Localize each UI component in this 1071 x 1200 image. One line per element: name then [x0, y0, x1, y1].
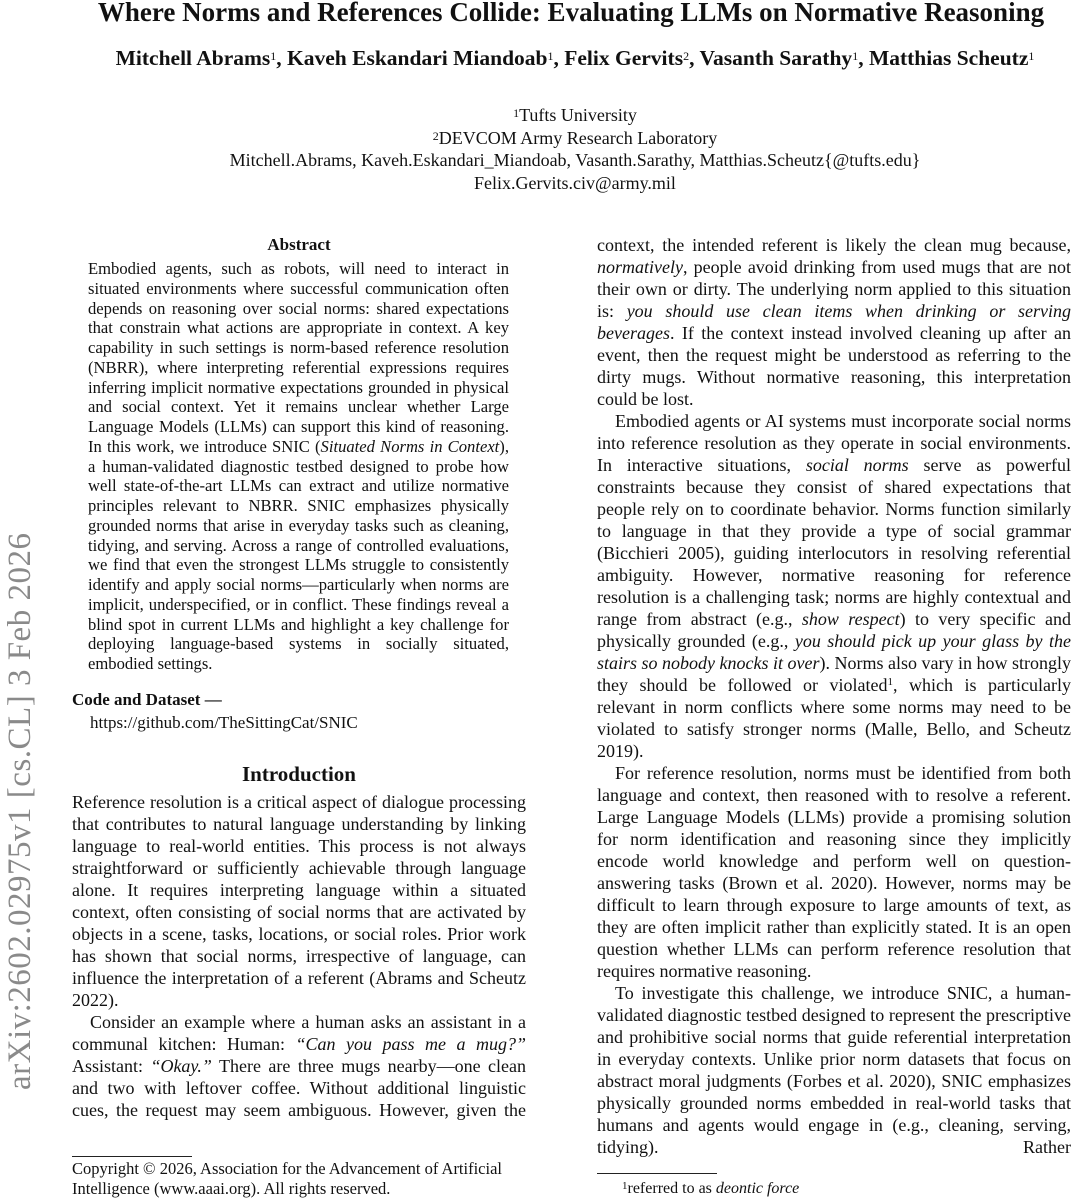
author-emails: Mitchell.Abrams, Kaveh.Eskandari_Miandoab, Vasanth.Sarathy, Matthias.Scheutz{@tufts.edu} — [229, 150, 921, 170]
italic-text: you should use clean items when drinking or serving beverages — [597, 301, 1071, 343]
author-name: Felix Gervits — [564, 46, 684, 70]
italic-text: social norms — [805, 455, 909, 475]
italic-text: “Okay.” — [150, 1055, 212, 1076]
italic-text: normatively — [597, 257, 683, 277]
code-dataset-link[interactable]: https://github.com/TheSittingCat/SNIC — [90, 712, 358, 732]
text-run: ). Norms also vary in how strongly they should be followed or violated — [597, 653, 1071, 695]
text-run: Consider an example where a human asks an assistant in a communal kitchen: Human: — [72, 1011, 526, 1054]
text-run: Embodied agents, such as robots, will need to interact in situated environments where successful communication often depends on reasoning over social norms: shared expectations that constrain what actions are appropriate in context. A key capability in such settings is norm-based reference resolution (NBRR), where interpreting referential expressions requires inferring implicit normative expectations grounded in physical and social context. Yet it remains unclear whether Large Language Models (LLMs) can support this kind of reasoning. In this work, we introduce SNIC ( — [88, 259, 509, 456]
affiliation-name: DEVCOM Army Research Laboratory — [438, 127, 718, 148]
paragraph — [597, 982, 1071, 1158]
affiliation-name: Tufts University — [519, 105, 637, 125]
footnote-marker: 1 — [887, 676, 893, 688]
text-run: context, the intended referent is likely the clean mug because, — [597, 235, 1071, 255]
italic-text: you should pick up your glass by the stairs so nobody knocks it over — [597, 631, 1071, 673]
author-list — [90, 44, 1060, 72]
author-separator: , — [689, 46, 700, 70]
introduction-body-continued — [597, 234, 1071, 1158]
text-run: , which is particularly relevant in norm conflicts where some norms may need to be violated to satisfy stronger norms (Malle, Bello, and Scheutz 2019). — [597, 675, 1071, 761]
text-run: , people avoid drinking from used mugs that are not their own or dirty. The underlying norm applied to this situation is: — [597, 257, 1071, 321]
affiliation-number: 1 — [513, 106, 520, 120]
author-name: Vasanth Sarathy — [699, 46, 853, 70]
paragraph — [72, 791, 526, 1011]
affiliation — [90, 127, 1060, 150]
introduction-heading: Introduction — [242, 761, 356, 786]
right-column — [597, 234, 1071, 1158]
text-run: . If the context instead involved cleaning up after an event, then the request might be understood as referring to the dirty mugs. Without normative reasoning, this interpretation could be lost. — [597, 323, 1071, 409]
footnote-text: referred to as — [627, 1180, 716, 1197]
author-separator: , — [276, 46, 288, 70]
text-run: Assistant: — [72, 1055, 151, 1076]
footnote — [622, 1179, 799, 1199]
paragraph — [597, 234, 1071, 410]
italic-text: show respect — [801, 609, 900, 629]
author-name: Kaveh Eskandari Miandoab — [287, 46, 548, 70]
author-name: Mitchell Abrams — [115, 46, 271, 70]
footnote-number: 1 — [622, 1180, 628, 1192]
author-separator: , — [553, 46, 565, 70]
abstract-text — [88, 259, 509, 674]
footnote-divider — [597, 1173, 717, 1174]
abstract-heading: Abstract — [267, 235, 331, 254]
text-run: Embodied agents or AI systems must incorporate social norms into reference resolution as they operate in social environments. In interactive situations, — [597, 411, 1071, 475]
paragraph — [72, 1011, 526, 1121]
affiliation-number: 2 — [432, 128, 439, 143]
affiliations — [90, 104, 1060, 194]
paragraph — [597, 410, 1071, 762]
author-affiliation-number: 1 — [547, 49, 554, 63]
copyright-footnote: Copyright © 2026, Association for the Advancement of Artificial Intelligence (www.aaai.org). All rights reserved. — [72, 1159, 502, 1198]
footnote-divider — [72, 1156, 192, 1157]
author-affiliation-number: 1 — [1028, 49, 1035, 63]
author-affiliation-number: 1 — [270, 49, 277, 63]
text-run: For reference resolution, norms must be identified from both language and context, then reasoned with to resolve a referent. Large Language Models (LLMs) provide a promising solution for norm identification and reasoning since they implicitly encode world knowledge and perform well on question-answering tasks (Brown et al. 2020). However, norms may be difficult to learn through exposure to large amounts of text, as they are often implicit rather than explicitly stated. It is an open question whether LLMs can perform reference resolution that requires normative reasoning. — [597, 763, 1071, 981]
text-run: ) to very specific and physically grounded (e.g., — [597, 609, 1071, 651]
arxiv-identifier: arXiv:2602.02975v1 [cs.CL] 3 Feb 2026 — [2, 532, 38, 1090]
italic-text: “Can you pass me a mug?” — [295, 1033, 527, 1054]
author-separator: , — [858, 46, 869, 70]
text-run: To investigate this challenge, we introduce SNIC, a human-validated diagnostic testbed designed to represent the prescriptive and prohibitive social norms that guide referential interpretation in everyday contexts. Unlike prior norm datasets that focus on abstract moral judgments (Forbes et al. 2020), SNIC emphasizes physically grounded norms embedded in real-world tasks that humans and agents would engage in (e.g., cleaning, serving, tidying). Rather — [597, 983, 1071, 1157]
author-affiliation-number: 2 — [683, 49, 690, 63]
introduction-body — [72, 791, 526, 1121]
paragraph — [597, 762, 1071, 982]
author-email: Felix.Gervits.civ@army.mil — [474, 172, 676, 193]
affiliation — [90, 104, 1060, 127]
paper-title: Where Norms and References Collide: Evaluating LLMs on Normative Reasoning — [97, 0, 1045, 27]
author-name: Matthias Scheutz — [868, 46, 1029, 70]
left-column — [72, 234, 526, 1121]
footnote-term: deontic force — [715, 1180, 800, 1197]
author-affiliation-number: 1 — [852, 49, 859, 63]
italic-text: Situated Norms in Context — [320, 436, 500, 456]
code-dataset-heading: Code and Dataset — — [72, 689, 222, 709]
text-run: Reference resolution is a critical aspect of dialogue processing that contributes to natural language understanding by linking language to real-world entities. This process is not always straightforward or sufficiently achievable through language alone. It requires interpreting language within a situated context, often consisting of social norms that are activated by objects in a scene, tasks, locations, or social roles. Prior work has shown that social norms, irrespective of language, can influence the interpretation of a referent (Abrams and Scheutz 2022). — [72, 791, 526, 1010]
text-run: ), a human-validated diagnostic testbed designed to probe how well state-of-the-art LLMs can extract and utilize normative principles relevant to NBRR. SNIC emphasizes physically grounded norms that arise in everyday tasks such as cleaning, tidying, and serving. Across a range of controlled evaluations, we find that even the strongest LLMs struggle to consistently identify and apply social norms—particularly when norms are implicit, underspecified, or in conflict. These findings reveal a blind spot in current LLMs and highlight a key challenge for deploying language-based systems in socially situated, embodied settings. — [88, 436, 509, 673]
text-run: serve as powerful constraints because they consist of shared expectations that people rely on to coordinate behavior. Norms function similarly to language in that they provide a type of social grammar (Bicchieri 2005), guiding interlocutors in resolving referential ambiguity. However, normative reasoning for reference resolution is a challenging task; norms are highly contextual and range from abstract (e.g., — [597, 455, 1071, 629]
text-run: There are three mugs nearby—one clean and two with leftover coffee. Without additional linguistic cues, the request may seem ambiguous. However, given the — [72, 1055, 526, 1120]
